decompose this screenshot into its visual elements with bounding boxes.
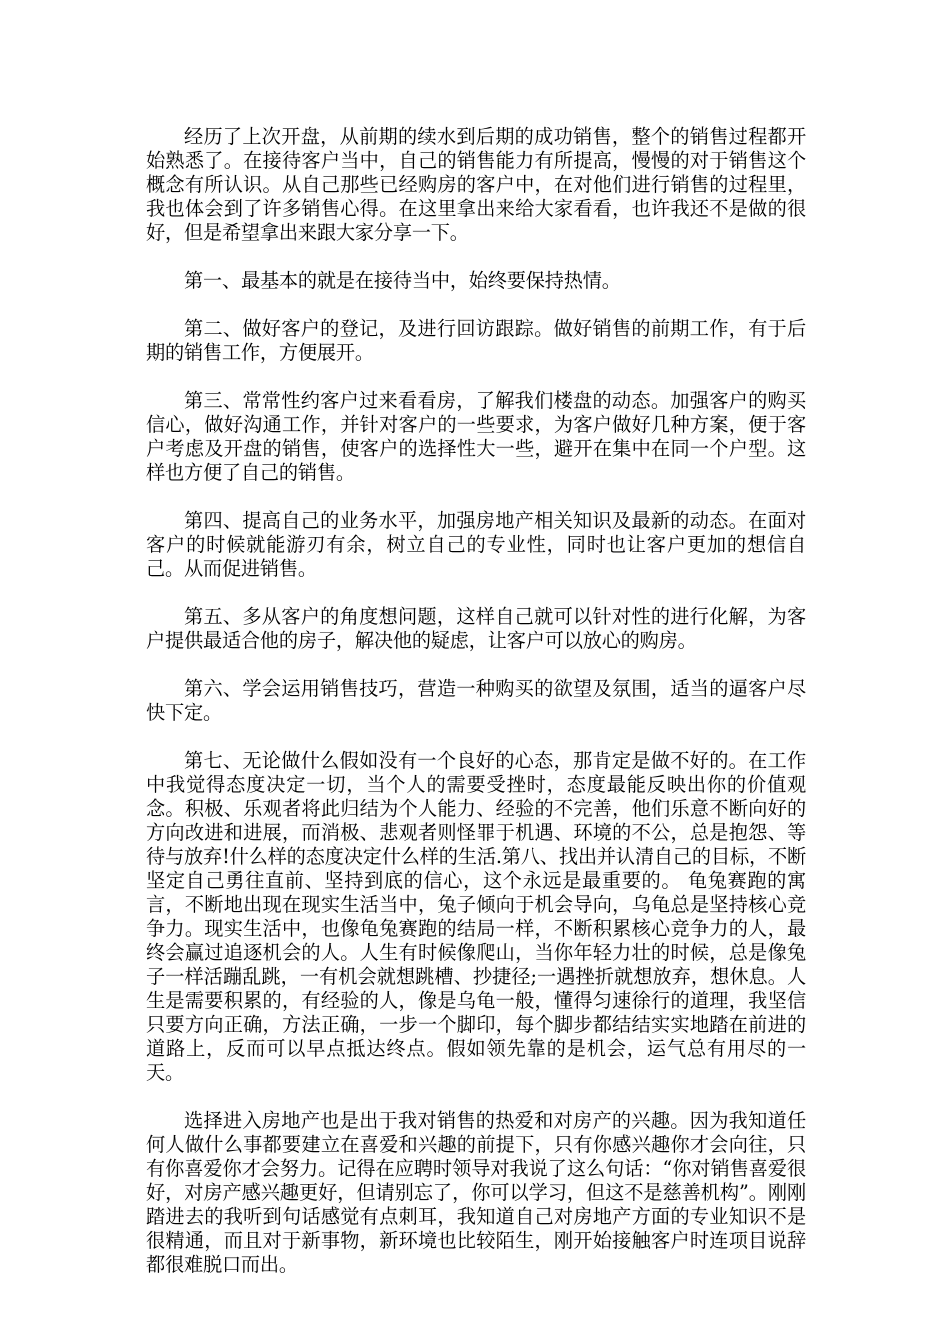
document-page — [146, 125, 806, 1301]
point-one-paragraph: 第一、最基本的就是在接待当中，始终要保持热情。 — [184, 269, 621, 292]
point-four-paragraph: 第四、提高自己的业务水平，加强房地产相关知识及最新的动态。在面对客户的时候就能游刃有余，树立自己的专业性，同时也让客户更加的想信自己。从而促进销售。 — [146, 509, 806, 580]
point-five-paragraph: 第五、多从客户的角度想问题，这样自己就可以针对性的进行化解，为客户提供最适合他的房子，解决他的疑虑，让客户可以放心的购房。 — [146, 605, 806, 652]
point-six-paragraph: 第六、学会运用销售技巧，营造一种购买的欲望及氛围，适当的逼客户尽快下定。 — [146, 677, 806, 724]
point-two-paragraph: 第二、做好客户的登记，及进行回访跟踪。做好销售的前期工作，有于后期的销售工作，方便展开。 — [146, 317, 806, 364]
closing-paragraph: 选择进入房地产也是出于我对销售的热爱和对房产的兴趣。因为我知道任何人做什么事都要建立在喜爱和兴趣的前提下，只有你感兴趣你才会向往，只有你喜爱你才会努力。记得在应聘时领导对我说了这么句话：“你对销售喜爱很好，对房产感兴趣更好，但请别忘了，你可以学习，但这不是慈善机构”。刚刚踏进去的我听到句话感觉有点刺耳，我知道自己对房地产方面的专业知识不是很精通，而且对于新事物，新环境也比较陌生，刚开始接触客户时连项目说辞都很难脱口而出。 — [146, 1109, 806, 1276]
point-seven-paragraph: 第七、无论做什么假如没有一个良好的心态，那肯定是做不好的。在工作中我觉得态度决定一切，当个人的需要受挫时，态度最能反映出你的价值观念。积极、乐观者将此归结为个人能力、经验的不完善，他们乐意不断向好的方向改进和进展，而消极、悲观者则怪罪于机遇、环境的不公，总是抱怨、等待与放弃!什么样的态度决定什么样的生活.第八、找出并认清自己的目标，不断坚定自己勇往直前、坚持到底的信心，这个永远是最重要的。 龟兔赛跑的寓言，不断地出现在现实生活当中，兔子倾向于机会导向，乌龟总是坚持核心竞争力。现实生活中，也像龟兔赛跑的结局一样，不断积累核心竞争力的人，最终会赢过追逐机会的人。人生有时候像爬山，当你年轻力壮的时候，总是像兔子一样活蹦乱跳，一有机会就想跳槽、抄捷径;一遇挫折就想放弃，想休息。人生是需要积累的，有经验的人，像是乌龟一般，懂得匀速徐行的道理，我坚信只要方向正确，方法正确，一步一个脚印，每个脚步都结结实实地踏在前进的道路上，反而可以早点抵达终点。假如领先靠的是机会，运气总有用尽的一天。 — [146, 749, 806, 1084]
intro-paragraph: 经历了上次开盘，从前期的续水到后期的成功销售，整个的销售过程都开始熟悉了。在接待客户当中，自己的销售能力有所提高，慢慢的对于销售这个概念有所认识。从自己那些已经购房的客户中，在对他们进行销售的过程里，我也体会到了许多销售心得。在这里拿出来给大家看看，也许我还不是做的很好，但是希望拿出来跟大家分享一下。 — [146, 125, 806, 244]
point-three-paragraph: 第三、常常性约客户过来看看房，了解我们楼盘的动态。加强客户的购买信心，做好沟通工作，并针对客户的一些要求，为客户做好几种方案，便于客户考虑及开盘的销售，使客户的选择性大一些，避开在集中在同一个户型。这样也方便了自己的销售。 — [146, 389, 806, 484]
